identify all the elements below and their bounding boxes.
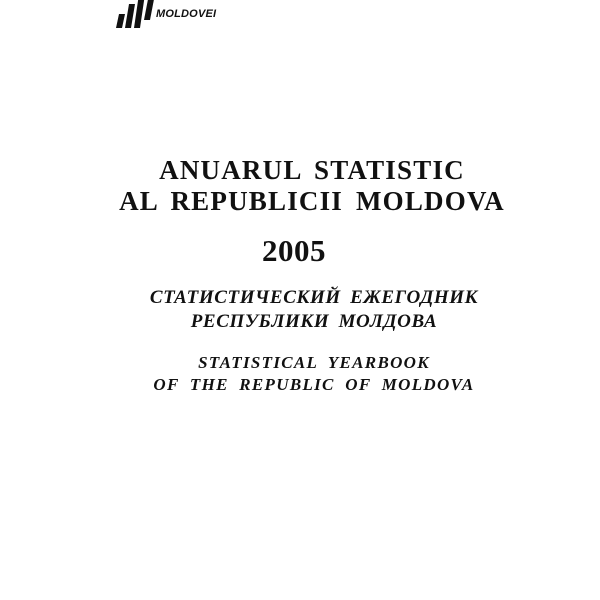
- year: 2005: [262, 233, 326, 268]
- title-russian-line2: РЕСПУБЛИКИ МОЛДОВА: [190, 311, 438, 332]
- title-romanian-line1: ANUARUL STATISTIC: [159, 155, 465, 185]
- title-english: [14, 352, 600, 396]
- statistics-bureau-logo-icon: [116, 0, 156, 30]
- title-russian: [14, 286, 600, 334]
- title-romanian-line2: AL REPUBLICII MOLDOVA: [119, 186, 505, 216]
- logo: [116, 0, 226, 30]
- logo-text: MOLDOVEI: [156, 8, 217, 20]
- title-russian-line1: СТАТИСТИЧЕСКИЙ ЕЖЕГОДНИК: [149, 287, 479, 308]
- title-english-line2: OF THE REPUBLIC OF MOLDOVA: [153, 375, 475, 394]
- title-english-line1: STATISTICAL YEARBOOK: [198, 353, 430, 372]
- title-romanian: [12, 155, 600, 217]
